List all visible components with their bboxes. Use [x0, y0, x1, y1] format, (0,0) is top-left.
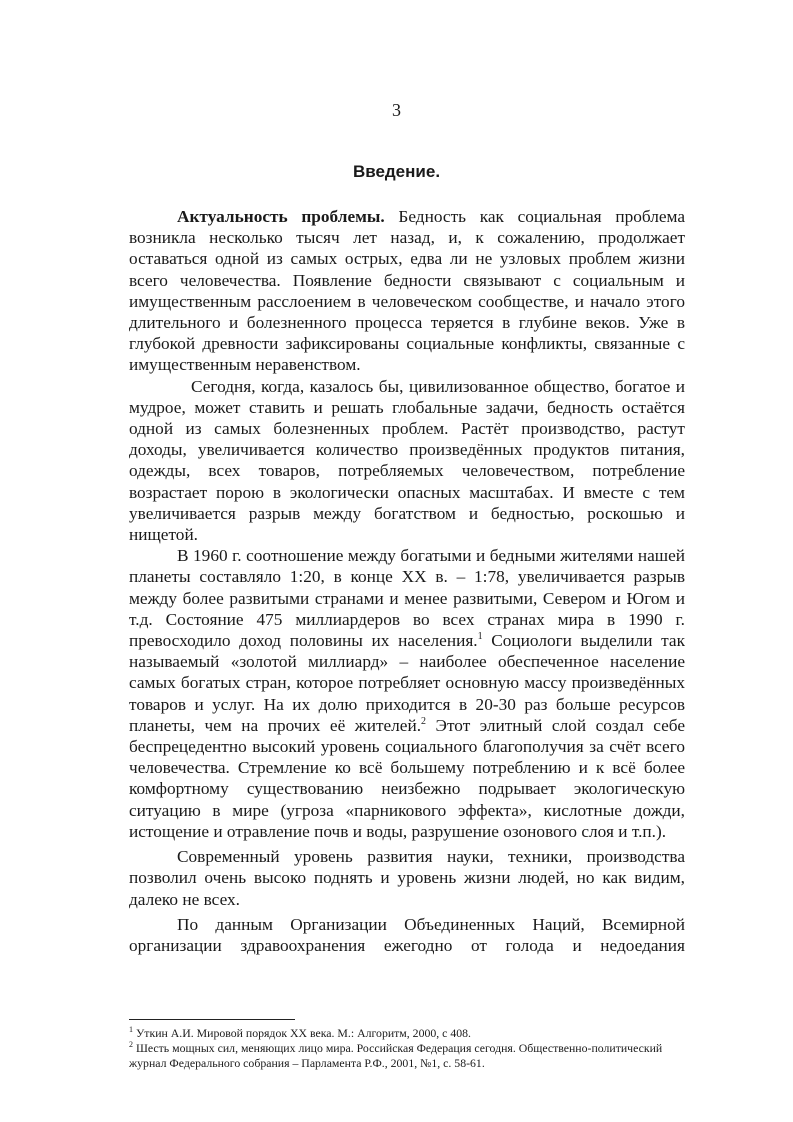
main-text: [129, 206, 685, 956]
page-title: Введение.: [352, 162, 441, 181]
paragraph-relevance: [129, 206, 685, 376]
footnote-text: Шесть мощных сил, меняющих лицо мира. Российская Федерация сегодня. Общественно-политический журнал Федерального собрания – Парламента Р.Ф., 2001, №1, с. 58-61.: [129, 1041, 663, 1070]
paragraph-statistics: [129, 545, 685, 842]
footnote-text: Уткин А.И. Мировой порядок XX века. М.: Алгоритм, 2000, с 408.: [133, 1026, 471, 1040]
footnote-mark: 1: [129, 1025, 133, 1035]
paragraph-lead: Актуальность проблемы.: [177, 207, 385, 226]
paragraph-today: Сегодня, когда, казалось бы, цивилизованное общество, богатое и мудрое, может ставить и решать глобальные задачи, бедность остаётся одной из самых болезненных проблем. Растёт производство, растут доходы, увеличивается количество произведённых продуктов питания, одежды, всех товаров, потребляемых человечеством, потребление возрастает порою в экологически опасных масштабах. И вместе с тем увеличивается разрыв между богатством и бедностью, роскошью и нищетой.: [129, 376, 685, 545]
footnote-mark: 2: [129, 1040, 133, 1050]
footnote-ref-2[interactable]: 2: [421, 716, 427, 728]
footnote-1: [129, 1026, 689, 1041]
paragraph-un-data: По данным Организации Объединенных Наций, Всемирной организации здравоохранения ежегодно от голода и недоедания: [129, 914, 685, 955]
footnotes: [129, 1026, 689, 1071]
footnote-2: [129, 1041, 689, 1071]
paragraph-text-part: В 1960 г. соотношение между богатыми и бедными жителями нашей планеты составляло 1:20, в конце XX в. – 1:78, увеличивается разрыв между более развитыми странами и менее развитыми, Севером и Югом и т.д. Состояние 475 миллиардеров во всех странах мира в 1990 г. превосходило доход половины их населения.: [129, 546, 685, 651]
paragraph-text-part: Этот элитный слой создал себе беспрецедентно высокий уровень социального благополучия за счёт всего человечества. Стремление ко всё большему потреблению и к всё более комфортному существованию неизбежно подрывает экологическую ситуацию в мире (угроза «парникового эффекта», кислотные дожди, истощение и отравление почв и воды, разрушение озонового слоя и т.п.).: [129, 715, 685, 841]
footnote-divider: [129, 1019, 295, 1020]
page-number: 3: [392, 100, 401, 120]
paragraph-text-part: Социологи выделили так называемый «золотой миллиард» – наиболее обеспеченное население самых богатых стран, которое потребляет основную массу произведённых товаров и услуг. На их долю приходится в 20-30 раз больше ресурсов планеты, чем на прочих её жителей.: [129, 631, 685, 735]
footnote-ref-1[interactable]: 1: [477, 631, 483, 643]
paragraph-technology: Современный уровень развития науки, техники, производства позволил очень высоко поднять и уровень жизни людей, но как видим, далеко не всех.: [129, 847, 685, 909]
paragraph-text: Бедность как социальная проблема возникла несколько тысяч лет назад, и, к сожалению, продолжает оставаться одной из самых острых, едва ли не узловых проблем жизни всего человечества. Появление бедности связывают с социальным и имущественным расслоением в человеческом сообществе, и начало этого длительного и болезненного процесса теряется в глубине веков. Уже в глубокой древности зафиксированы социальные конфликты, связанные с имущественным неравенством.: [129, 207, 685, 375]
